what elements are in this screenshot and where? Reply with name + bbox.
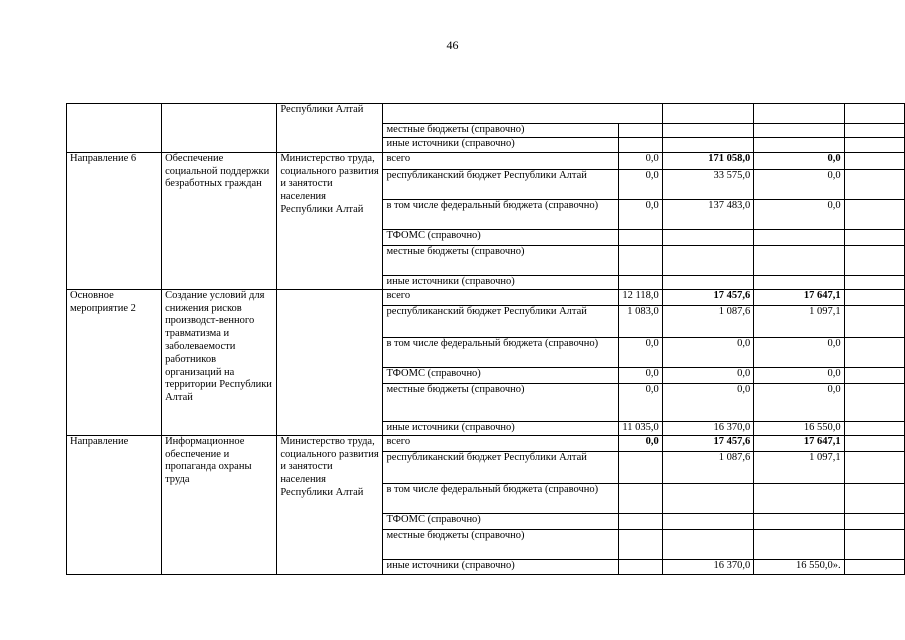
g1-value-2: 33 575,0 [662, 169, 754, 199]
g3-source-label: всего [383, 435, 619, 451]
g3-source-label: местные бюджеты (справочно) [383, 529, 619, 559]
g2-value-2: 16 370,0 [662, 421, 754, 435]
g2-code: Основное мероприятие 2 [67, 289, 162, 435]
g2-name: Создание условий для снижения рисков производст-венного травматизма и заболеваемости работников организаций на территории Республики Алтай [162, 289, 277, 435]
g1-value-1: 0,0 [619, 169, 662, 199]
g3-value-2: 17 457,6 [662, 435, 754, 451]
g2-value-1: 12 118,0 [619, 289, 662, 305]
cont-code-cell [67, 104, 162, 153]
g2-value-2: 17 457,6 [662, 289, 754, 305]
cont-source-other: иные источники (справочно) [383, 137, 619, 152]
g1-value-1: 0,0 [619, 152, 662, 169]
g2-source-label: местные бюджеты (справочно) [383, 383, 619, 421]
g2-value-3: 0,0 [754, 383, 844, 421]
g1-value-3: 0,0 [754, 152, 844, 169]
g1-source-label: республиканский бюджет Республики Алтай [383, 169, 619, 199]
g2-source-label: республиканский бюджет Республики Алтай [383, 305, 619, 337]
g3-name: Информационное обеспечение и пропаганда охраны труда [162, 435, 277, 574]
g1-source-label: всего [383, 152, 619, 169]
g3-source-label: в том числе федеральный бюджета (справочно) [383, 483, 619, 513]
g1-value-2: 137 483,0 [662, 199, 754, 229]
g2-executor [277, 289, 383, 435]
g3-source-label: республиканский бюджет Республики Алтай [383, 451, 619, 483]
g2-source-label: иные источники (справочно) [383, 421, 619, 435]
g2-value-1: 11 035,0 [619, 421, 662, 435]
page-number: 46 [446, 38, 459, 52]
g3-executor: Министерство труда, социального развития и занятости населения Республики Алтай [277, 435, 383, 574]
g2-value-2: 0,0 [662, 337, 754, 367]
g2-source-label: всего [383, 289, 619, 305]
g3-value-3: 17 647,1 [754, 435, 844, 451]
g2-source-label: в том числе федеральный бюджета (справочно) [383, 337, 619, 367]
g3-source-label: ТФОМС (справочно) [383, 513, 619, 529]
g3-value-2: 16 370,0 [662, 559, 754, 574]
g2-value-2: 0,0 [662, 383, 754, 421]
g3-value-1: 0,0 [619, 435, 662, 451]
g2-value-2: 1 087,6 [662, 305, 754, 337]
g3-value-3: 16 550,0». [754, 559, 844, 574]
g2-source-label: ТФОМС (справочно) [383, 367, 619, 383]
g1-source-label: местные бюджеты (справочно) [383, 245, 619, 275]
g1-value-3: 0,0 [754, 169, 844, 199]
g3-source-label: иные источники (справочно) [383, 559, 619, 574]
g3-code: Направление [67, 435, 162, 574]
table-row [67, 289, 905, 305]
g2-value-3: 17 647,1 [754, 289, 844, 305]
g1-value-1: 0,0 [619, 199, 662, 229]
g1-executor: Министерство труда, социального развития и занятости населения Республики Алтай [277, 152, 383, 289]
g2-value-1: 0,0 [619, 367, 662, 383]
cont-name-cell [162, 104, 277, 153]
g1-source-label: в том числе федеральный бюджета (справочно) [383, 199, 619, 229]
g1-name: Обеспечение социальной поддержки безработных граждан [162, 152, 277, 289]
g3-value-2: 1 087,6 [662, 451, 754, 483]
g2-value-3: 0,0 [754, 367, 844, 383]
budget-table [66, 103, 905, 575]
g1-source-label: ТФОМС (справочно) [383, 229, 619, 245]
cont-source-local: местные бюджеты (справочно) [383, 124, 619, 138]
g2-value-3: 16 550,0 [754, 421, 844, 435]
g2-value-1: 0,0 [619, 337, 662, 367]
table-row [67, 152, 905, 169]
cont-blank-source [383, 104, 662, 124]
g2-value-3: 1 097,1 [754, 305, 844, 337]
g1-source-label: иные источники (справочно) [383, 275, 619, 289]
g1-code: Направление 6 [67, 152, 162, 289]
g2-value-1: 0,0 [619, 383, 662, 421]
g2-value-1: 1 083,0 [619, 305, 662, 337]
g2-value-3: 0,0 [754, 337, 844, 367]
g1-value-3: 0,0 [754, 199, 844, 229]
cont-executor: Республики Алтай [277, 104, 383, 153]
g3-value-3: 1 097,1 [754, 451, 844, 483]
table-row [67, 435, 905, 451]
g2-value-2: 0,0 [662, 367, 754, 383]
g1-value-2: 171 058,0 [662, 152, 754, 169]
